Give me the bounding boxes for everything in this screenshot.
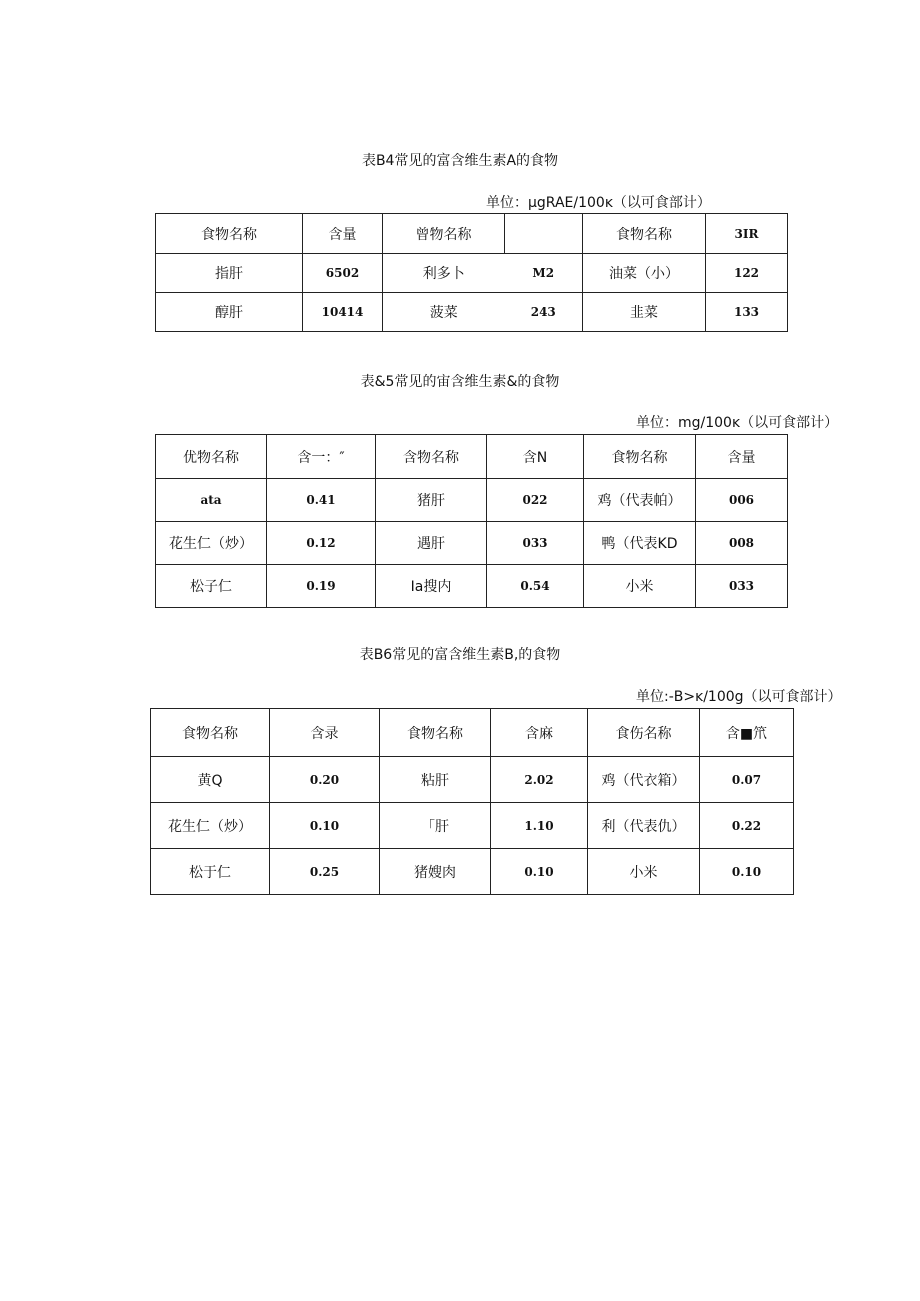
header-cell: 优物名称 [156,435,267,479]
table-cell: 松于仁 [151,849,270,895]
header-cell: 含物名称 [376,435,487,479]
table-cell: 0.25 [270,849,380,895]
table-cell: 花生仁（炒） [151,803,270,849]
header-cell: 含■笊 [700,709,794,757]
table-cell: 1.10 [491,803,588,849]
table-cell: 133 [706,293,788,332]
header-cell [505,214,583,254]
table-cell: 粘肝 [380,757,491,803]
header-cell: 含一：″ [267,435,376,479]
header-cell: 3IR [706,214,788,254]
table-cell: 利（代表仇） [588,803,700,849]
table-b4-title: 表B4常见的富含维生素A的食物 [361,153,559,169]
table-cell: 0.10 [270,803,380,849]
table-cell: 松子仁 [156,565,267,608]
table-cell: 006 [696,479,788,522]
header-cell: 曾物名称 [383,214,505,254]
table-cell: 小米 [588,849,700,895]
table-cell: 鸡（代衣箱） [588,757,700,803]
table-cell: 0.54 [487,565,584,608]
table-cell: 0.10 [700,849,794,895]
table-cell: 花生仁（炒） [156,522,267,565]
table-cell: 243 [505,293,583,332]
table-cell: 0.41 [267,479,376,522]
table-cell: 022 [487,479,584,522]
table-cell: 油菜（小） [583,254,706,293]
header-cell: 含麻 [491,709,588,757]
table-cell: M2 [505,254,583,293]
table-row [156,293,788,332]
header-cell: 食物名称 [583,214,706,254]
table-cell: 0.19 [267,565,376,608]
table-b4 [155,213,788,332]
table-cell: 韭菜 [583,293,706,332]
table-row [151,849,794,895]
table-cell: 鸭（代表KD [584,522,696,565]
table-cell: 0.20 [270,757,380,803]
table-cell: 033 [487,522,584,565]
table-cell: 0.22 [700,803,794,849]
table-row [156,254,788,293]
table-b5-title: 表&5常见的宙含维生素&的食物 [360,374,560,390]
table-header-row [156,435,788,479]
table-cell: 0.12 [267,522,376,565]
header-cell: 食物名称 [156,214,303,254]
table-b5 [155,434,788,608]
header-cell: 含量 [696,435,788,479]
table-cell: 黄Q [151,757,270,803]
table-cell: 10414 [303,293,383,332]
table-cell: 遇肝 [376,522,487,565]
table-b4-unit: 单位：μgRAE/100ĸ（以可食部计） [486,195,711,211]
table-header-row [156,214,788,254]
table-row [156,522,788,565]
header-cell: 食物名称 [584,435,696,479]
table-cell: Ia搜内 [376,565,487,608]
table-cell: 0.07 [700,757,794,803]
table-cell: 小米 [584,565,696,608]
table-cell: 「肝 [380,803,491,849]
table-cell: ata [156,479,267,522]
table-cell: 鸡（代表帕） [584,479,696,522]
table-cell: 122 [706,254,788,293]
table-cell: 醇肝 [156,293,303,332]
table-cell: 6502 [303,254,383,293]
table-cell: 033 [696,565,788,608]
table-b6 [150,708,794,895]
table-cell: 利多卜 [383,254,505,293]
table-cell: 猪嫂肉 [380,849,491,895]
table-cell: 008 [696,522,788,565]
table-cell: 2.02 [491,757,588,803]
table-b6-title: 表B6常见的富含维生素B,的食物 [359,647,561,663]
table-b5-unit: 单位：mg/100ĸ（以可食部计） [636,415,839,431]
header-cell: 含量 [303,214,383,254]
header-cell: 食伤名称 [588,709,700,757]
table-b6-unit: 单位:-B>ĸ/100g（以可食部计） [636,689,842,705]
table-row [156,479,788,522]
header-cell: 食物名称 [380,709,491,757]
table-cell: 猪肝 [376,479,487,522]
table-cell: 0.10 [491,849,588,895]
table-row [151,757,794,803]
table-row [156,565,788,608]
table-row [151,803,794,849]
header-cell: 含N [487,435,584,479]
table-header-row [151,709,794,757]
header-cell: 含录 [270,709,380,757]
header-cell: 食物名称 [151,709,270,757]
table-cell: 菠菜 [383,293,505,332]
table-cell: 指肝 [156,254,303,293]
